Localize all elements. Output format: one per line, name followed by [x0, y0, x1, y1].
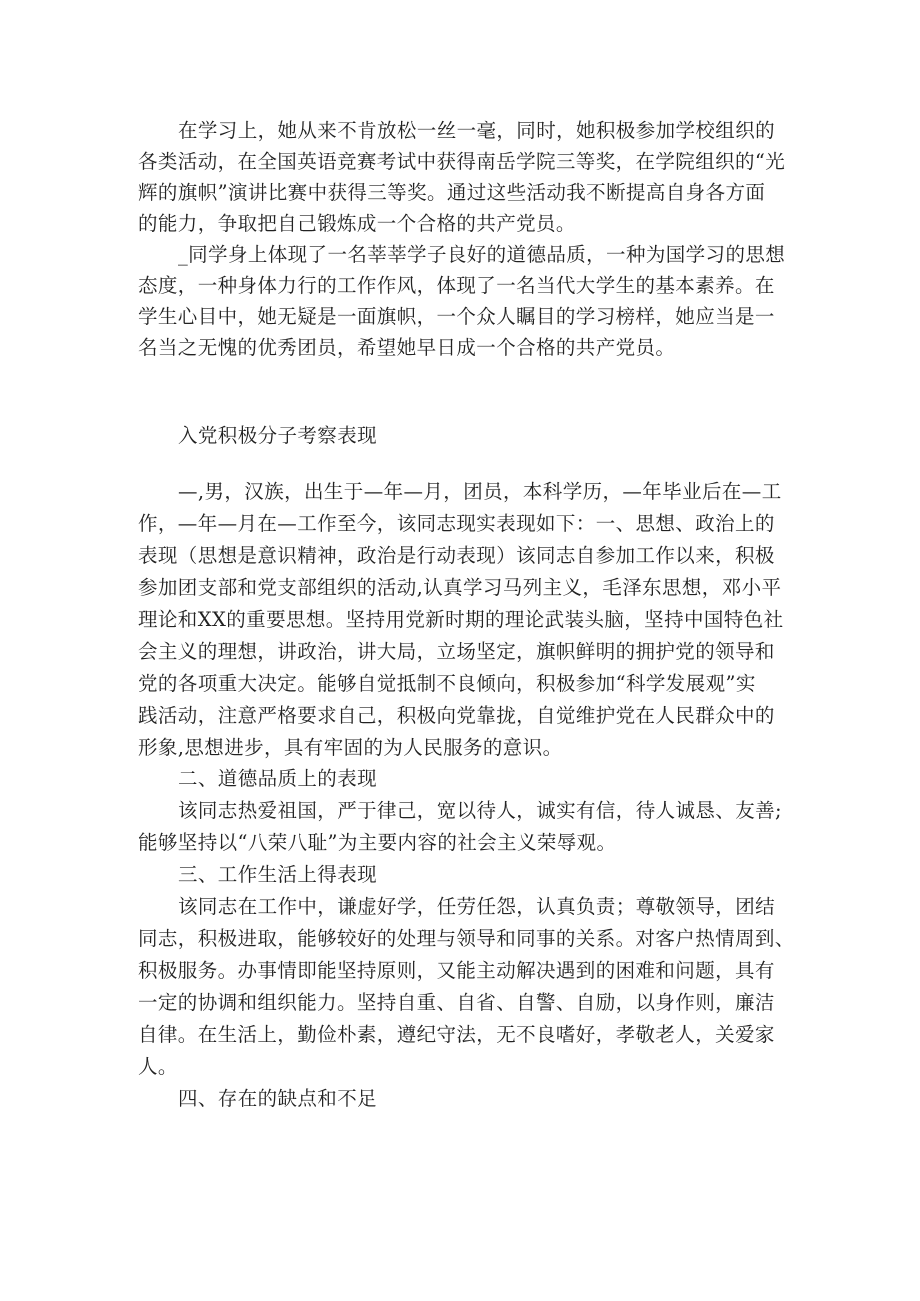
paragraph-line: 理论和XX的重要思想。坚持用党新时期的理论武装头脑，坚持中国特色社 [138, 608, 784, 631]
paragraph-line: 自律。在生活上，勤俭朴素，遵纪守法，无不良嗜好，孝敬老人，关爱家 [138, 1023, 775, 1046]
paragraph-line: 该同志在工作中，谦虚好学，任劳任怨，认真负责；尊敬领导，团结 [178, 895, 776, 918]
paragraph-line: 积极服务。办事情即能坚持原则，又能主动解决遇到的困难和问题，具有 [138, 959, 775, 982]
paragraph-line: _同学身上体现了一名莘莘学子良好的道德品质，一种为国学习的思想 [178, 243, 786, 266]
section-heading: 入党积极分子考察表现 [178, 424, 378, 447]
paragraph-line: 学生心目中，她无疑是一面旗帜，一个众人瞩目的学习榜样，她应当是一 [138, 305, 775, 328]
paragraph-line: 各类活动，在全国英语竞赛考试中获得南岳学院三等奖，在学院组织的“光 [138, 150, 786, 173]
section-heading: 四、存在的缺点和不足 [178, 1087, 378, 1110]
paragraph-line: 一定的协调和组织能力。坚持自重、自省、自警、自励，以身作则，廉洁 [138, 991, 775, 1014]
paragraph-line: 践活动，注意严格要求自己，积极向党靠拢，自觉维护党在人民群众中的 [138, 704, 775, 727]
paragraph-line: 该同志热爱祖国，严于律己，宽以待人，诚实有信，待人诚恳、友善; [178, 799, 782, 822]
paragraph-line: 形象,思想进步，具有牢固的为人民服务的意识。 [138, 736, 563, 759]
section-heading: 三、工作生活上得表现 [178, 863, 378, 886]
section-heading: 二、道德品质上的表现 [178, 767, 378, 790]
paragraph-line: 表现（思想是意识精神，政治是行动表现）该同志自参加工作以来，积极 [138, 544, 775, 567]
paragraph-line: 名当之无愧的优秀团员，希望她早日成一个合格的共产党员。 [138, 336, 676, 359]
paragraph-line: 同志，积极进取，能够较好的处理与领导和同事的关系。对客户热情周到、 [138, 927, 795, 950]
paragraph-line: 参加团支部和党支部组织的活动,认真学习马列主义，毛泽东思想，邓小平 [138, 576, 782, 599]
paragraph-line: 能够坚持以“八荣八耻”为主要内容的社会主义荣辱观。 [138, 831, 617, 854]
paragraph-line: 辉的旗帜”演讲比赛中获得三等奖。通过这些活动我不断提高自身各方面 [138, 181, 766, 204]
paragraph-line: 在学习上，她从来不肯放松一丝一毫，同时，她积极参加学校组织的 [178, 119, 776, 142]
paragraph-line: —,男，汉族，出生于—年—月，团员，本科学历，—年毕业后在—工 [178, 480, 782, 503]
paragraph-line: 作，—年—月在—工作至今，该同志现实表现如下：一、思想、政治上的 [138, 512, 775, 535]
paragraph-line: 人。 [138, 1055, 178, 1078]
paragraph-line: 会主义的理想，讲政治，讲大局，立场坚定，旗帜鲜明的拥护党的领导和 [138, 640, 775, 663]
paragraph-line: 党的各项重大决定。能够自觉抵制不良倾向，积极参加“科学发展观”实 [138, 672, 756, 695]
paragraph-line: 的能力，争取把自己锻炼成一个合格的共产党员。 [138, 212, 576, 235]
paragraph-line: 态度，一种身体力行的工作作风，体现了一名当代大学生的基本素养。在 [138, 274, 775, 297]
